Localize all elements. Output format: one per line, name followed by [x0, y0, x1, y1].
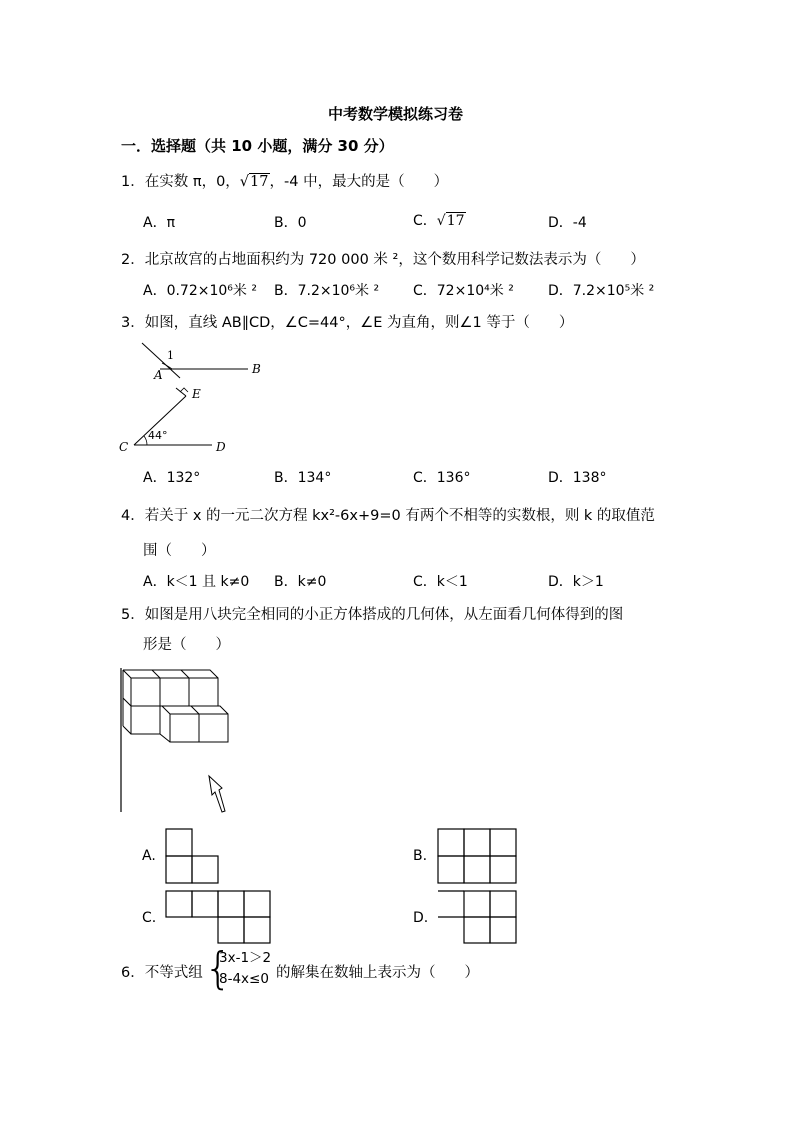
radicand: 17	[446, 213, 465, 229]
q1-option-a: A．π	[143, 215, 176, 231]
label-B: B	[252, 362, 261, 376]
question-5-line2: 形是（ ）	[143, 637, 230, 653]
q5-option-d: D.	[413, 910, 429, 926]
section-heading: 一．选择题（共 10 小题，满分 30 分）	[121, 137, 394, 155]
inequality-1: 3x-1＞2	[219, 950, 272, 966]
question-2: 2．北京故宫的占地面积约为 720 000 米 ²，这个数用科学记数法表示为（ ）	[121, 252, 645, 268]
q3-option-c: C．136°	[413, 470, 471, 486]
q2-option-c: C．72×10⁴米 ²	[413, 283, 514, 299]
q2-option-a: A．0.72×10⁶米 ²	[143, 283, 257, 299]
label-E: E	[192, 387, 201, 401]
q5-option-a: A.	[142, 848, 156, 864]
sqrt-17: √17	[239, 174, 269, 190]
inequality-2: 8-4x≤0	[219, 971, 269, 987]
label-1: 1	[167, 349, 174, 362]
inequality-system	[219, 948, 271, 990]
q4-option-a: A．k＜1 且 k≠0	[143, 574, 250, 590]
q1-option-b: B．0	[274, 215, 307, 231]
q4-option-b: B．k≠0	[274, 574, 327, 590]
q5-option-c: C.	[142, 910, 157, 926]
question-1-tail: ，-4 中，最大的是（ ）	[269, 174, 449, 190]
q5-option-b: B.	[413, 848, 428, 864]
question-6-tail: 的解集在数轴上表示为（ ）	[276, 965, 479, 981]
label-angle-44: 44°	[148, 429, 168, 442]
sqrt-17: √17	[436, 213, 465, 229]
q3-option-a: A．132°	[143, 470, 201, 486]
q1-option-d: D．-4	[548, 215, 587, 231]
label-D: D	[216, 440, 226, 454]
page-title: 中考数学模拟练习卷	[328, 105, 464, 123]
q3-option-b: B．134°	[274, 470, 332, 486]
q4-option-c: C．k＜1	[413, 574, 468, 590]
q3-option-d: D．138°	[548, 470, 607, 486]
radicand: 17	[250, 174, 269, 190]
brace-icon: {	[204, 943, 232, 994]
option-prefix: C．	[413, 213, 437, 229]
question-6-lead: 6．不等式组	[121, 965, 203, 981]
label-A: A	[154, 368, 163, 382]
question-3: 3．如图，直线 AB∥CD，∠C=44°，∠E 为直角，则∠1 等于（ ）	[121, 315, 574, 331]
q2-option-d: D．7.2×10⁵米 ²	[548, 283, 655, 299]
q2-option-b: B．7.2×10⁶米 ²	[274, 283, 380, 299]
q4-option-d: D．k＞1	[548, 574, 604, 590]
label-C: C	[119, 440, 129, 454]
question-4-line1: 4．若关于 x 的一元二次方程 kx²-6x+9=0 有两个不相等的实数根，则 k 的取值范	[121, 508, 655, 524]
question-5-line1: 5．如图是用八块完全相同的小正方体搭成的几何体，从左面看几何体得到的图	[121, 607, 624, 623]
question-1-lead: 1．在实数 π，0，	[121, 174, 240, 190]
question-4-line2: 围（ ）	[143, 543, 216, 559]
